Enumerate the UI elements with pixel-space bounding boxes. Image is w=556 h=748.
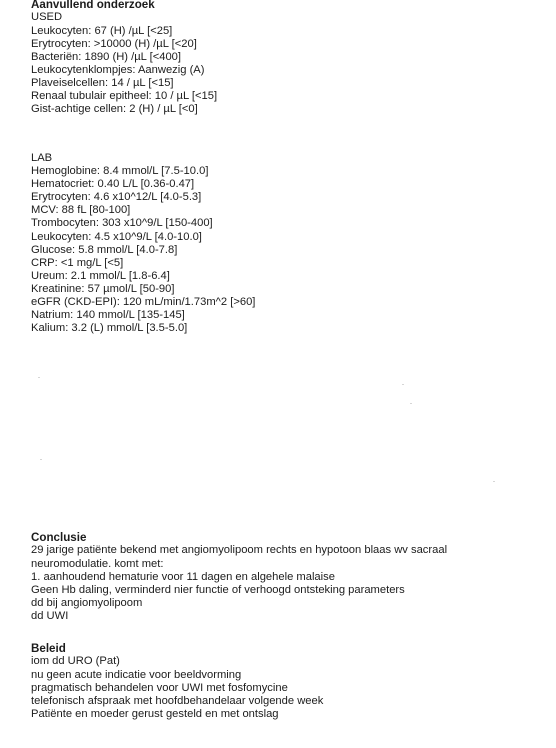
used-result-line: Erytrocyten: >10000 (H) /µL [<20] <box>31 37 197 50</box>
used-result-line: Plaveiselcellen: 14 / µL [<15] <box>31 76 174 89</box>
scan-speck <box>40 459 42 460</box>
lab-result-line: Hematocriet: 0.40 L/L [0.36-0.47] <box>31 178 195 191</box>
lab-result-line: Ureum: 2.1 mmol/L [1.8-6.4] <box>31 269 170 282</box>
conclusie-section <box>31 531 541 623</box>
lab-section <box>31 152 541 335</box>
conclusie-line: neuromodulatie. komt met: <box>31 557 164 570</box>
beleid-line: iom dd URO (Pat) <box>31 655 120 668</box>
lab-result-line: MCV: 88 fL [80-100] <box>31 204 131 217</box>
lab-result-line: CRP: <1 mg/L [<5] <box>31 256 124 269</box>
section-heading: Aanvullend onderzoek <box>31 0 155 11</box>
used-result-line: Gist-achtige cellen: 2 (H) / µL [<0] <box>31 103 198 116</box>
scan-speck <box>38 377 40 378</box>
conclusie-line: 1. aanhoudend hematurie voor 11 dagen en algehele malaise <box>31 570 335 583</box>
scan-speck <box>402 384 404 385</box>
lab-result-line: Natrium: 140 mmol/L [135-145] <box>31 309 185 322</box>
beleid-line: telefonisch afspraak met hoofdbehandelaar volgende week <box>31 694 324 707</box>
beleid-line: nu geen acute indicatie voor beeldvorming <box>31 668 242 681</box>
used-result-line: Leukocytenklompjes: Aanwezig (A) <box>31 63 205 76</box>
section-heading: Conclusie <box>31 531 87 544</box>
used-subheading: USED <box>31 11 63 24</box>
scan-speck <box>410 403 412 404</box>
beleid-section <box>31 642 541 721</box>
scan-speck <box>493 481 495 482</box>
conclusie-line: Geen Hb daling, verminderd nier functie of verhoogd ontsteking parameters <box>31 583 405 596</box>
conclusie-line: 29 jarige patiënte bekend met angiomyolipoom rechts en hypotoon blaas wv sacraal <box>31 544 448 557</box>
section-heading: Beleid <box>31 642 66 655</box>
beleid-line: Patiënte en moeder gerust gesteld en met ontslag <box>31 707 279 720</box>
used-result-line: Leukocyten: 67 (H) /µL [<25] <box>31 24 173 37</box>
lab-result-line: Trombocyten: 303 x10^9/L [150-400] <box>31 217 213 230</box>
lab-result-line: Kreatinine: 57 µmol/L [50-90] <box>31 282 175 295</box>
beleid-line: pragmatisch behandelen voor UWI met fosfomycine <box>31 681 288 694</box>
lab-result-line: Kalium: 3.2 (L) mmol/L [3.5-5.0] <box>31 322 188 335</box>
used-result-line: Renaal tubulair epitheel: 10 / µL [<15] <box>31 89 218 102</box>
used-result-line: Bacteriën: 1890 (H) /µL [<400] <box>31 50 181 63</box>
lab-result-line: Leukocyten: 4.5 x10^9/L [4.0-10.0] <box>31 230 202 243</box>
aanvullend-onderzoek-section <box>31 0 541 116</box>
lab-result-line: Hemoglobine: 8.4 mmol/L [7.5-10.0] <box>31 165 209 178</box>
lab-heading: LAB <box>31 152 53 164</box>
lab-result-line: Glucose: 5.8 mmol/L [4.0-7.8] <box>31 243 178 256</box>
conclusie-line: dd bij angiomyolipoom <box>31 596 143 609</box>
lab-result-line: eGFR (CKD-EPI): 120 mL/min/1.73m^2 [>60] <box>31 296 256 309</box>
lab-result-line: Erytrocyten: 4.6 x10^12/L [4.0-5.3] <box>31 191 202 204</box>
conclusie-line: dd UWI <box>31 609 69 622</box>
